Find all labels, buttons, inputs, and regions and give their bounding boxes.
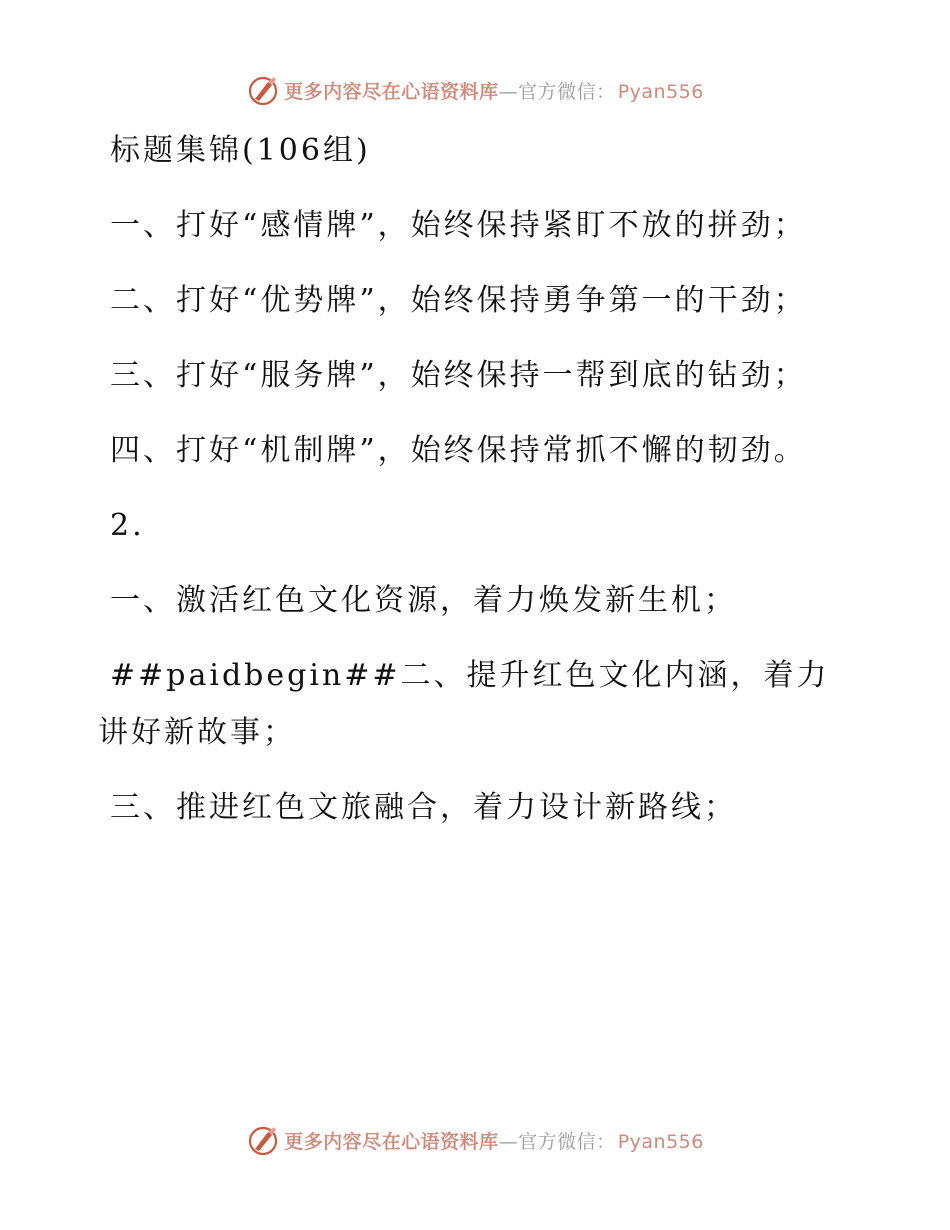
quill-logo-icon bbox=[246, 1123, 280, 1157]
watermark-main: 更多内容尽在心语资料库 bbox=[284, 80, 499, 103]
paragraph-1: 一、打好“感情牌”，始终保持紧盯不放的拼劲； bbox=[110, 208, 807, 243]
paragraph-7: 三、推进红色文旅融合，着力设计新路线； bbox=[110, 790, 737, 825]
watermark-wechat-id: Pyan556 bbox=[617, 1130, 704, 1153]
watermark-header bbox=[0, 70, 950, 110]
watermark-main: 更多内容尽在心语资料库 bbox=[284, 1130, 499, 1153]
watermark-footer bbox=[0, 1120, 950, 1160]
paragraph-5: 一、激活红色文化资源，着力焕发新生机； bbox=[110, 583, 737, 618]
watermark-separator: — bbox=[498, 80, 519, 103]
watermark-wechat-label: 官方微信： bbox=[518, 80, 616, 103]
paragraph-6: ##paidbegin##二、提升红色文化内涵，着力讲好新故事； bbox=[98, 658, 830, 750]
document-title: 标题集锦(106组) bbox=[110, 133, 371, 168]
watermark-wechat-label: 官方微信： bbox=[518, 1130, 616, 1153]
section-number: 2. bbox=[110, 508, 145, 543]
document-body bbox=[98, 122, 858, 836]
watermark-separator: — bbox=[498, 1130, 519, 1153]
paragraph-3: 三、打好“服务牌”，始终保持一帮到底的钻劲； bbox=[110, 358, 807, 393]
paragraph-4: 四、打好“机制牌”，始终保持常抓不懈的韧劲。 bbox=[110, 433, 807, 468]
watermark-wechat-id: Pyan556 bbox=[617, 80, 704, 103]
watermark-text bbox=[284, 77, 704, 104]
watermark-text bbox=[284, 1127, 704, 1154]
paragraph-2: 二、打好“优势牌”，始终保持勇争第一的干劲； bbox=[110, 283, 807, 318]
quill-logo-icon bbox=[246, 73, 280, 107]
